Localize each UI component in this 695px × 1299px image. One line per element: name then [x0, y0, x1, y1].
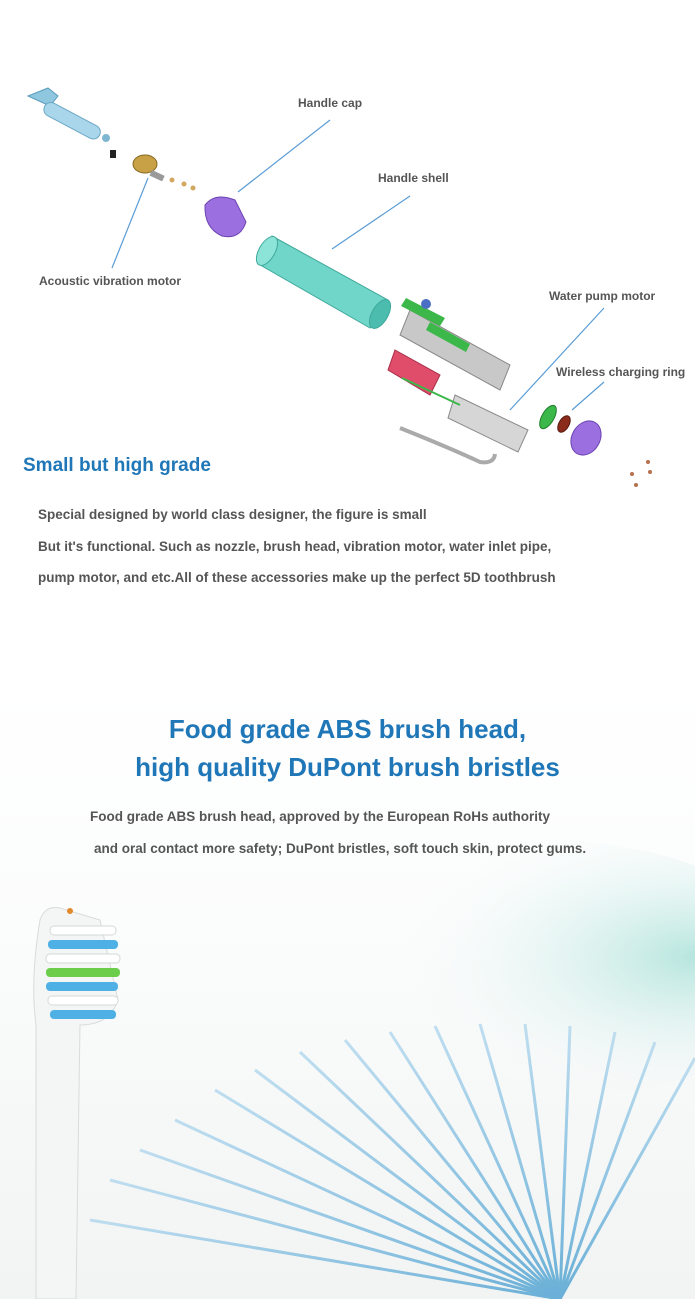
handle-cap-part — [205, 197, 246, 237]
callout-wireless-charging-ring: Wireless charging ring — [556, 365, 686, 379]
intro-line-3: pump motor, and etc.All of these accessories make up the perfect 5D toothbrush — [38, 570, 556, 585]
callout-water-pump-motor: Water pump motor — [549, 289, 656, 303]
brush-heading-line-1: Food grade ABS brush head, — [168, 714, 527, 744]
callout-handle-cap: Handle cap — [298, 96, 363, 110]
brush-head-section — [0, 680, 695, 1299]
brush-line-1: Food grade ABS brush head, approved by the European RoHs authority — [90, 809, 551, 824]
handle-shell-part — [252, 233, 395, 332]
callout-handle-shell: Handle shell — [378, 171, 449, 185]
callout-acoustic-vibration-motor: Acoustic vibration motor — [39, 274, 182, 288]
internal-assembly-part — [388, 298, 528, 462]
brush-heading-line-2: high quality DuPont brush bristles — [135, 752, 560, 782]
wireless-charging-ring-part — [536, 403, 652, 487]
intro-line-1: Special designed by world class designer, the figure is small — [38, 507, 427, 522]
intro-line-2: But it's functional. Such as nozzle, brush head, vibration motor, water inlet pipe, — [38, 539, 552, 554]
brush-head-part — [28, 88, 110, 142]
vibration-motor-part — [110, 150, 196, 191]
brush-line-2: and oral contact more safety; DuPont bristles, soft touch skin, protect gums. — [94, 841, 587, 856]
leader-lines — [112, 120, 604, 410]
intro-heading: Small but high grade — [23, 455, 211, 476]
brush-head-product — [34, 908, 120, 1299]
